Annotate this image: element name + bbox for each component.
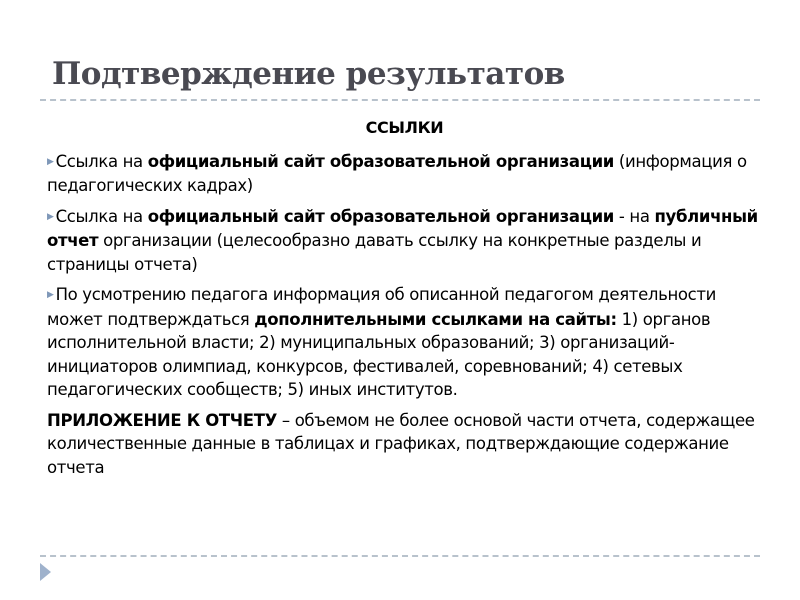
- bullet-item-2: [47, 205, 762, 277]
- bullet-arrow-icon: ▶: [47, 156, 54, 167]
- appendix-paragraph: [47, 409, 762, 480]
- slide-title: Подтверждение результатов: [52, 56, 565, 92]
- bold-text-run: официальный сайт образовательной организации: [147, 206, 614, 226]
- slide-body: [47, 116, 762, 486]
- text-run: Ссылка на: [55, 151, 148, 171]
- text-run: Ссылка на: [55, 206, 148, 226]
- bold-text-run: дополнительными ссылками на сайты:: [254, 309, 617, 329]
- bold-text-run: официальный сайт образовательной организации: [147, 151, 614, 171]
- bullet-arrow-icon: ▶: [47, 290, 54, 300]
- title-divider: [40, 99, 760, 101]
- bullet-item-3: [47, 283, 762, 402]
- text-run: 1) органов исполнительной власти; 2) муниципальных образований; 3) организаций-инициаторов олимпиад, конкурсов, фестивалей, соревнований; 4) сетевых педагогических сообществ; 5) иных институтов.: [47, 309, 711, 399]
- appendix-text: – объемом не более основой части отчета, содержащее количественные данные в таблицах и графиках, подтверждающие содержание отчета: [47, 410, 755, 477]
- bold-text-run: публичный отчет: [47, 206, 758, 250]
- text-run: По усмотрению педагога информация об описанной педагогом деятельности может подтверждаться: [47, 285, 716, 329]
- appendix-label: ПРИЛОЖЕНИЕ К ОТЧЕТУ: [47, 410, 277, 430]
- triangle-arrow-icon: [40, 563, 51, 581]
- text-run: - на: [614, 206, 655, 226]
- bullet-arrow-icon: ▶: [47, 211, 54, 222]
- text-run: (информация о педагогических кадрах): [47, 151, 747, 195]
- footer-divider: [40, 555, 760, 557]
- bullet-item-1: [47, 150, 762, 198]
- section-heading: ССЫЛКИ: [365, 118, 444, 137]
- text-run: организации (целесообразно давать ссылку на конкретные разделы и страницы отчета): [47, 231, 702, 274]
